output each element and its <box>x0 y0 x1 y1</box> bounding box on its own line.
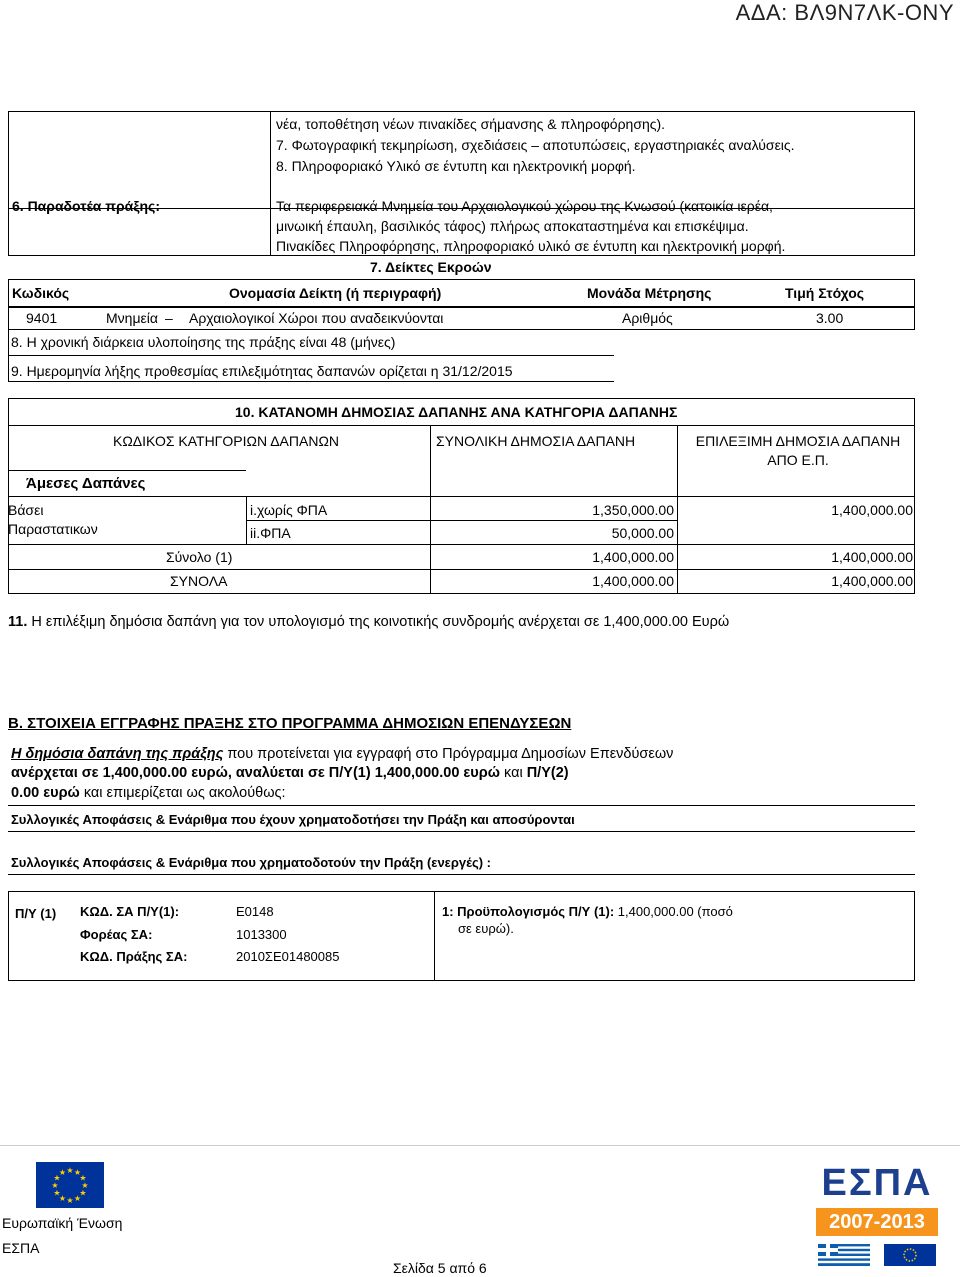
footer-page: Σελίδα 5 από 6 <box>393 1260 487 1276</box>
eu-star: ★ <box>73 1168 82 1178</box>
col-eligible-1: ΕΠΙΛΕΞΙΜΗ ΔΗΜΟΣΙΑ ΔΑΠΑΝΗ <box>695 433 901 449</box>
budget-value: 1,400,000.00 (ποσό <box>614 904 733 919</box>
eligible-note <box>8 614 729 630</box>
eu-star: ★ <box>79 1188 87 1198</box>
eligible-note-num: 11. <box>8 614 28 630</box>
eu-star: ★ <box>58 1168 67 1178</box>
foreas-value: 1013300 <box>236 927 287 942</box>
section-b-p3-a: 0.00 ευρώ <box>11 785 80 801</box>
espa-logo-text: ΕΣΠΑ <box>821 1162 933 1204</box>
greek-flag-icon <box>818 1244 870 1266</box>
top-line-1: νέα, τοποθέτηση νέων πινακίδες σήμανσης & πληροφόρησης). <box>276 116 666 132</box>
indicator-target: 3.00 <box>816 310 844 326</box>
kod-sa-value: Ε0148 <box>236 904 274 919</box>
row-i-label: i.χωρίς ΦΠΑ <box>250 502 328 518</box>
ada-code: ΑΔΑ: ΒΛ9Ν7ΛΚ-ΟΝΥ <box>735 0 954 25</box>
basis-1: Βάσει <box>8 502 44 518</box>
eu-star: ★ <box>81 1181 89 1190</box>
indicator-name-a: Μνημεία <box>106 310 158 326</box>
indicator-name-b: Αρχαιολογικοί Χώροι που αναδεικνύονται <box>189 310 444 326</box>
eu-star: ★ <box>53 1173 61 1183</box>
grand-total-total: 1,400,000.00 <box>592 573 674 589</box>
section-b-p2-b: και <box>499 765 527 781</box>
grand-total-label: ΣΥΝΟΛΑ <box>170 573 228 589</box>
top-box-hline <box>8 255 915 256</box>
deliverables-label: 6. Παραδοτέα πράξης: <box>12 198 160 214</box>
subtotal-label: Σύνολο (1) <box>166 549 233 565</box>
top-box-divider <box>270 111 271 255</box>
deliverables-line-1: Τα περιφερειακά Μνημεία του Αρχαιολογικού χώρου της Κνωσού (κατοικία ιερέα, <box>276 198 773 214</box>
col-name: Ονομασία Δείκτη (ή περιγραφή) <box>229 285 442 301</box>
espa-logo-years: 2007-2013 <box>816 1208 938 1236</box>
section-b-title: Β. ΣΤΟΙΧΕΙΑ ΕΓΓΡΑΦΗΣ ΠΡΑΞΗΣ ΣΤΟ ΠΡΟΓΡΑΜΜΑ ΔΗΜΟΣΙΩΝ ΕΠΕΝΔΥΣΕΩΝ <box>8 715 572 732</box>
section-b-p2 <box>11 765 569 781</box>
section-b-p1-bold: Η δημόσια δαπάνη της πράξης <box>11 746 224 762</box>
budget-label: 1: Προϋπολογισμός Π/Υ (1): <box>442 904 615 919</box>
section-b-p3 <box>11 785 286 801</box>
espa-logo <box>812 1162 942 1272</box>
footer-espa: ΕΣΠΑ <box>2 1240 40 1256</box>
section-b-p1 <box>11 746 673 762</box>
eu-star: ★ <box>79 1173 87 1183</box>
eu-flag-icon <box>36 1162 104 1208</box>
section-b-p1-rest: που προτείνεται για εγγραφή στο Πρόγραμμα Δημοσίων Επενδύσεων <box>223 746 674 762</box>
col-category-code: ΚΩΔΙΚΟΣ ΚΑΤΗΓΟΡΙΩΝ ΔΑΠΑΝΩΝ <box>113 433 340 449</box>
deliverables-line-2: μινωική έπαυλη, βασιλικός τάφος) πλήρως αποκαταστημένα και επισκέψιμα. <box>276 218 749 234</box>
indicator-unit: Αριθμός <box>622 310 673 326</box>
row-i-total: 1,350,000.00 <box>592 502 674 518</box>
budget-value-2: σε ευρώ). <box>458 921 514 936</box>
eu-star: ★ <box>51 1181 59 1190</box>
subtotal-total: 1,400,000.00 <box>592 549 674 565</box>
foreas-label: Φορέας ΣΑ: <box>80 927 153 942</box>
kod-praxis-value: 2010ΣΕ01480085 <box>236 949 340 964</box>
footer-eu: Ευρωπαϊκή Ένωση <box>2 1215 123 1231</box>
kod-praxis-label: ΚΩΔ. Πράξης ΣΑ: <box>80 949 188 964</box>
col-target: Τιμή Στόχος <box>785 285 865 301</box>
row-i-eligible: 1,400,000.00 <box>831 502 913 518</box>
eu-small-flag-icon <box>884 1244 936 1266</box>
eligible-note-text: Η επιλέξιμη δημόσια δαπάνη για τον υπολογισμό της κοινοτικής συνδρομής ανέρχεται σε 1,400,000.00 Ευρώ <box>27 614 730 630</box>
kod-sa-label: ΚΩΔ. ΣΑ Π/Υ(1): <box>80 904 180 919</box>
budget-py: Π/Υ (1) <box>15 906 57 921</box>
decisions-funded: Συλλογικές Αποφάσεις & Ενάριθμα που έχουν χρηματοδοτήσει την Πράξη και αποσύρονται <box>11 812 575 827</box>
section-b-p2-a: ανέρχεται σε 1,400,000.00 ευρώ, αναλύεται σε Π/Υ(1) 1,400,000.00 ευρώ <box>11 765 500 781</box>
col-code: Κωδικός <box>12 285 70 301</box>
eu-star: ★ <box>66 1196 74 1205</box>
top-line-2: 7. Φωτογραφική τεκμηρίωση, σχεδιάσεις – αποτυπώσεις, εργαστηριακές αναλύσεις. <box>276 137 795 153</box>
deadline-text: 9. Ημερομηνία λήξης προθεσμίας επιλεξιμότητας δαπανών ορίζεται η 31/12/2015 <box>11 363 513 379</box>
row-ii-label: ii.ΦΠΑ <box>250 525 291 541</box>
direct-costs: Άμεσες Δαπάνες <box>26 475 146 492</box>
deliverables-line-3: Πινακίδες Πληροφόρησης, πληροφοριακό υλικό σε έντυπη και ηλεκτρονική μορφή. <box>276 238 786 254</box>
decisions-active: Συλλογικές Αποφάσεις & Ενάριθμα που χρηματοδοτούν την Πράξη (ενεργές) : <box>11 855 492 870</box>
eu-star: ★ <box>58 1193 67 1203</box>
eu-star: ★ <box>73 1193 82 1203</box>
eu-star: ★ <box>53 1188 61 1198</box>
allocation-title: 10. ΚΑΤΑΝΟΜΗ ΔΗΜΟΣΙΑΣ ΔΑΠΑΝΗΣ ΑΝΑ ΚΑΤΗΓΟΡΙΑ ΔΑΠΑΝΗΣ <box>235 404 678 420</box>
eu-star: ★ <box>66 1166 74 1175</box>
grand-total-eligible: 1,400,000.00 <box>831 573 913 589</box>
col-eligible-2: ΑΠΟ Ε.Π. <box>767 452 829 468</box>
indicator-dash: – <box>165 310 173 326</box>
subtotal-eligible: 1,400,000.00 <box>831 549 913 565</box>
section-b-p3-b: και επιμερίζεται ως ακολούθως: <box>79 785 286 801</box>
section-b-p2-c: Π/Υ(2) <box>526 765 569 781</box>
indicators-title: 7. Δείκτες Εκροών <box>370 259 492 275</box>
top-line-3: 8. Πληροφοριακό Υλικό σε έντυπη και ηλεκτρονική μορφή. <box>276 158 636 174</box>
indicators-header-row <box>8 279 915 307</box>
basis-2: Παραστατικων <box>8 521 98 537</box>
col-total-public: ΣΥΝΟΛΙΚΗ ΔΗΜΟΣΙΑ ΔΑΠΑΝΗ <box>436 433 636 449</box>
duration-text: 8. Η χρονική διάρκεια υλοποίησης της πράξης είναι 48 (μήνες) <box>11 334 396 350</box>
row-ii-total: 50,000.00 <box>611 525 674 541</box>
budget-line <box>442 904 733 919</box>
col-unit: Μονάδα Μέτρησης <box>587 285 712 301</box>
indicator-code: 9401 <box>26 310 58 326</box>
